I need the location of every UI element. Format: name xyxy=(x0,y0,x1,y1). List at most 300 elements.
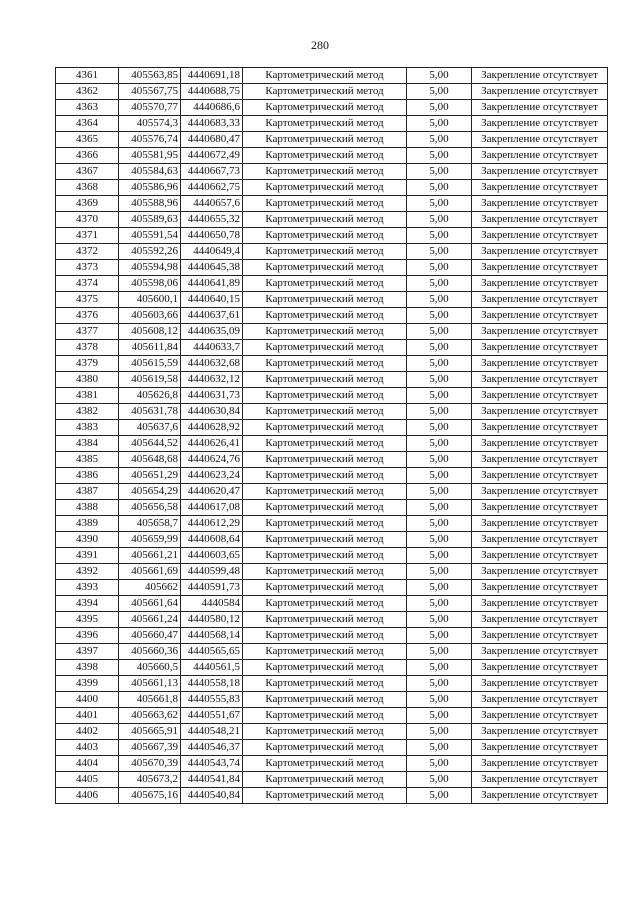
table-row xyxy=(56,340,608,356)
fixing-cell: Закрепление отсутствует xyxy=(472,292,608,308)
point-number-cell: 4370 xyxy=(56,212,119,228)
x-coordinate-cell: 405661,69 xyxy=(119,564,181,580)
x-coordinate-cell: 405626,8 xyxy=(119,388,181,404)
y-coordinate-cell: 4440608,64 xyxy=(181,532,243,548)
fixing-cell: Закрепление отсутствует xyxy=(472,180,608,196)
y-coordinate-cell: 4440649,4 xyxy=(181,244,243,260)
fixing-cell: Закрепление отсутствует xyxy=(472,356,608,372)
fixing-cell: Закрепление отсутствует xyxy=(472,276,608,292)
coordinates-table xyxy=(55,67,608,804)
method-cell: Картометрический метод xyxy=(243,628,407,644)
method-cell: Картометрический метод xyxy=(243,788,407,804)
point-number-cell: 4377 xyxy=(56,324,119,340)
y-coordinate-cell: 4440633,7 xyxy=(181,340,243,356)
table-row xyxy=(56,212,608,228)
point-number-cell: 4406 xyxy=(56,788,119,804)
table-row xyxy=(56,596,608,612)
x-coordinate-cell: 405654,29 xyxy=(119,484,181,500)
y-coordinate-cell: 4440662,75 xyxy=(181,180,243,196)
y-coordinate-cell: 4440548,21 xyxy=(181,724,243,740)
y-coordinate-cell: 4440628,92 xyxy=(181,420,243,436)
y-coordinate-cell: 4440672,49 xyxy=(181,148,243,164)
y-coordinate-cell: 4440645,38 xyxy=(181,260,243,276)
y-coordinate-cell: 4440568,14 xyxy=(181,628,243,644)
error-cell: 5,00 xyxy=(407,596,472,612)
table-row xyxy=(56,788,608,804)
y-coordinate-cell: 4440683,33 xyxy=(181,116,243,132)
fixing-cell: Закрепление отсутствует xyxy=(472,548,608,564)
error-cell: 5,00 xyxy=(407,500,472,516)
fixing-cell: Закрепление отсутствует xyxy=(472,260,608,276)
method-cell: Картометрический метод xyxy=(243,724,407,740)
y-coordinate-cell: 4440584 xyxy=(181,596,243,612)
y-coordinate-cell: 4440680,47 xyxy=(181,132,243,148)
fixing-cell: Закрепление отсутствует xyxy=(472,420,608,436)
y-coordinate-cell: 4440688,75 xyxy=(181,84,243,100)
method-cell: Картометрический метод xyxy=(243,452,407,468)
table-row xyxy=(56,116,608,132)
y-coordinate-cell: 4440691,18 xyxy=(181,68,243,84)
method-cell: Картометрический метод xyxy=(243,292,407,308)
fixing-cell: Закрепление отсутствует xyxy=(472,532,608,548)
point-number-cell: 4371 xyxy=(56,228,119,244)
error-cell: 5,00 xyxy=(407,324,472,340)
table-row xyxy=(56,532,608,548)
method-cell: Картометрический метод xyxy=(243,276,407,292)
table-row xyxy=(56,132,608,148)
y-coordinate-cell: 4440635,09 xyxy=(181,324,243,340)
point-number-cell: 4404 xyxy=(56,756,119,772)
error-cell: 5,00 xyxy=(407,308,472,324)
y-coordinate-cell: 4440546,37 xyxy=(181,740,243,756)
table-row xyxy=(56,68,608,84)
y-coordinate-cell: 4440541,84 xyxy=(181,772,243,788)
fixing-cell: Закрепление отсутствует xyxy=(472,484,608,500)
method-cell: Картометрический метод xyxy=(243,100,407,116)
table-row xyxy=(56,500,608,516)
error-cell: 5,00 xyxy=(407,164,472,180)
point-number-cell: 4375 xyxy=(56,292,119,308)
y-coordinate-cell: 4440626,41 xyxy=(181,436,243,452)
fixing-cell: Закрепление отсутствует xyxy=(472,228,608,244)
fixing-cell: Закрепление отсутствует xyxy=(472,468,608,484)
point-number-cell: 4385 xyxy=(56,452,119,468)
x-coordinate-cell: 405591,54 xyxy=(119,228,181,244)
method-cell: Картометрический метод xyxy=(243,708,407,724)
error-cell: 5,00 xyxy=(407,84,472,100)
x-coordinate-cell: 405611,84 xyxy=(119,340,181,356)
method-cell: Картометрический метод xyxy=(243,500,407,516)
point-number-cell: 4373 xyxy=(56,260,119,276)
fixing-cell: Закрепление отсутствует xyxy=(472,452,608,468)
x-coordinate-cell: 405648,68 xyxy=(119,452,181,468)
point-number-cell: 4378 xyxy=(56,340,119,356)
page-number: 280 xyxy=(311,38,329,52)
method-cell: Картометрический метод xyxy=(243,756,407,772)
coordinates-table-body xyxy=(56,68,608,804)
x-coordinate-cell: 405608,12 xyxy=(119,324,181,340)
y-coordinate-cell: 4440620,47 xyxy=(181,484,243,500)
table-row xyxy=(56,404,608,420)
error-cell: 5,00 xyxy=(407,676,472,692)
error-cell: 5,00 xyxy=(407,740,472,756)
method-cell: Картометрический метод xyxy=(243,676,407,692)
method-cell: Картометрический метод xyxy=(243,388,407,404)
error-cell: 5,00 xyxy=(407,292,472,308)
y-coordinate-cell: 4440623,24 xyxy=(181,468,243,484)
error-cell: 5,00 xyxy=(407,404,472,420)
error-cell: 5,00 xyxy=(407,420,472,436)
point-number-cell: 4388 xyxy=(56,500,119,516)
method-cell: Картометрический метод xyxy=(243,516,407,532)
method-cell: Картометрический метод xyxy=(243,660,407,676)
point-number-cell: 4393 xyxy=(56,580,119,596)
fixing-cell: Закрепление отсутствует xyxy=(472,708,608,724)
x-coordinate-cell: 405661,24 xyxy=(119,612,181,628)
error-cell: 5,00 xyxy=(407,116,472,132)
x-coordinate-cell: 405570,77 xyxy=(119,100,181,116)
error-cell: 5,00 xyxy=(407,564,472,580)
point-number-cell: 4365 xyxy=(56,132,119,148)
method-cell: Картометрический метод xyxy=(243,84,407,100)
method-cell: Картометрический метод xyxy=(243,260,407,276)
table-row xyxy=(56,292,608,308)
table-row xyxy=(56,580,608,596)
x-coordinate-cell: 405619,58 xyxy=(119,372,181,388)
y-coordinate-cell: 4440580,12 xyxy=(181,612,243,628)
x-coordinate-cell: 405574,3 xyxy=(119,116,181,132)
point-number-cell: 4392 xyxy=(56,564,119,580)
method-cell: Картометрический метод xyxy=(243,356,407,372)
point-number-cell: 4364 xyxy=(56,116,119,132)
point-number-cell: 4384 xyxy=(56,436,119,452)
y-coordinate-cell: 4440591,73 xyxy=(181,580,243,596)
error-cell: 5,00 xyxy=(407,228,472,244)
error-cell: 5,00 xyxy=(407,100,472,116)
error-cell: 5,00 xyxy=(407,356,472,372)
fixing-cell: Закрепление отсутствует xyxy=(472,132,608,148)
error-cell: 5,00 xyxy=(407,580,472,596)
y-coordinate-cell: 4440657,6 xyxy=(181,196,243,212)
method-cell: Картометрический метод xyxy=(243,564,407,580)
y-coordinate-cell: 4440632,12 xyxy=(181,372,243,388)
fixing-cell: Закрепление отсутствует xyxy=(472,612,608,628)
fixing-cell: Закрепление отсутствует xyxy=(472,84,608,100)
y-coordinate-cell: 4440612,29 xyxy=(181,516,243,532)
y-coordinate-cell: 4440631,73 xyxy=(181,388,243,404)
x-coordinate-cell: 405663,62 xyxy=(119,708,181,724)
error-cell: 5,00 xyxy=(407,756,472,772)
error-cell: 5,00 xyxy=(407,484,472,500)
x-coordinate-cell: 405661,13 xyxy=(119,676,181,692)
table-row xyxy=(56,244,608,260)
method-cell: Картометрический метод xyxy=(243,244,407,260)
point-number-cell: 4362 xyxy=(56,84,119,100)
method-cell: Картометрический метод xyxy=(243,164,407,180)
point-number-cell: 4379 xyxy=(56,356,119,372)
table-row xyxy=(56,260,608,276)
table-row xyxy=(56,484,608,500)
fixing-cell: Закрепление отсутствует xyxy=(472,388,608,404)
fixing-cell: Закрепление отсутствует xyxy=(472,660,608,676)
fixing-cell: Закрепление отсутствует xyxy=(472,436,608,452)
x-coordinate-cell: 405603,66 xyxy=(119,308,181,324)
error-cell: 5,00 xyxy=(407,372,472,388)
error-cell: 5,00 xyxy=(407,388,472,404)
point-number-cell: 4376 xyxy=(56,308,119,324)
y-coordinate-cell: 4440555,83 xyxy=(181,692,243,708)
table-row xyxy=(56,276,608,292)
y-coordinate-cell: 4440599,48 xyxy=(181,564,243,580)
fixing-cell: Закрепление отсутствует xyxy=(472,404,608,420)
point-number-cell: 4394 xyxy=(56,596,119,612)
y-coordinate-cell: 4440640,15 xyxy=(181,292,243,308)
table-row xyxy=(56,372,608,388)
fixing-cell: Закрепление отсутствует xyxy=(472,68,608,84)
method-cell: Картометрический метод xyxy=(243,532,407,548)
x-coordinate-cell: 405661,8 xyxy=(119,692,181,708)
x-coordinate-cell: 405644,52 xyxy=(119,436,181,452)
fixing-cell: Закрепление отсутствует xyxy=(472,740,608,756)
point-number-cell: 4374 xyxy=(56,276,119,292)
y-coordinate-cell: 4440624,76 xyxy=(181,452,243,468)
error-cell: 5,00 xyxy=(407,692,472,708)
point-number-cell: 4380 xyxy=(56,372,119,388)
table-row xyxy=(56,308,608,324)
point-number-cell: 4402 xyxy=(56,724,119,740)
point-number-cell: 4383 xyxy=(56,420,119,436)
table-row xyxy=(56,660,608,676)
y-coordinate-cell: 4440650,78 xyxy=(181,228,243,244)
error-cell: 5,00 xyxy=(407,772,472,788)
x-coordinate-cell: 405615,59 xyxy=(119,356,181,372)
error-cell: 5,00 xyxy=(407,532,472,548)
x-coordinate-cell: 405651,29 xyxy=(119,468,181,484)
y-coordinate-cell: 4440632,68 xyxy=(181,356,243,372)
method-cell: Картометрический метод xyxy=(243,612,407,628)
y-coordinate-cell: 4440540,84 xyxy=(181,788,243,804)
point-number-cell: 4386 xyxy=(56,468,119,484)
method-cell: Картометрический метод xyxy=(243,404,407,420)
x-coordinate-cell: 405631,78 xyxy=(119,404,181,420)
x-coordinate-cell: 405660,5 xyxy=(119,660,181,676)
y-coordinate-cell: 4440551,67 xyxy=(181,708,243,724)
point-number-cell: 4387 xyxy=(56,484,119,500)
method-cell: Картометрический метод xyxy=(243,308,407,324)
fixing-cell: Закрепление отсутствует xyxy=(472,372,608,388)
method-cell: Картометрический метод xyxy=(243,420,407,436)
method-cell: Картометрический метод xyxy=(243,772,407,788)
fixing-cell: Закрепление отсутствует xyxy=(472,148,608,164)
error-cell: 5,00 xyxy=(407,148,472,164)
x-coordinate-cell: 405662 xyxy=(119,580,181,596)
table-row xyxy=(56,356,608,372)
x-coordinate-cell: 405675,16 xyxy=(119,788,181,804)
fixing-cell: Закрепление отсутствует xyxy=(472,100,608,116)
table-row xyxy=(56,388,608,404)
error-cell: 5,00 xyxy=(407,244,472,260)
table-row xyxy=(56,148,608,164)
table-row xyxy=(56,724,608,740)
point-number-cell: 4390 xyxy=(56,532,119,548)
method-cell: Картометрический метод xyxy=(243,372,407,388)
x-coordinate-cell: 405576,74 xyxy=(119,132,181,148)
point-number-cell: 4396 xyxy=(56,628,119,644)
point-number-cell: 4403 xyxy=(56,740,119,756)
x-coordinate-cell: 405637,6 xyxy=(119,420,181,436)
table-row xyxy=(56,468,608,484)
fixing-cell: Закрепление отсутствует xyxy=(472,308,608,324)
point-number-cell: 4391 xyxy=(56,548,119,564)
fixing-cell: Закрепление отсутствует xyxy=(472,164,608,180)
y-coordinate-cell: 4440667,73 xyxy=(181,164,243,180)
point-number-cell: 4363 xyxy=(56,100,119,116)
method-cell: Картометрический метод xyxy=(243,228,407,244)
method-cell: Картометрический метод xyxy=(243,436,407,452)
x-coordinate-cell: 405581,95 xyxy=(119,148,181,164)
method-cell: Картометрический метод xyxy=(243,484,407,500)
point-number-cell: 4372 xyxy=(56,244,119,260)
y-coordinate-cell: 4440641,89 xyxy=(181,276,243,292)
y-coordinate-cell: 4440543,74 xyxy=(181,756,243,772)
table-row xyxy=(56,564,608,580)
x-coordinate-cell: 405586,96 xyxy=(119,180,181,196)
point-number-cell: 4381 xyxy=(56,388,119,404)
fixing-cell: Закрепление отсутствует xyxy=(472,212,608,228)
table-row xyxy=(56,100,608,116)
x-coordinate-cell: 405592,26 xyxy=(119,244,181,260)
y-coordinate-cell: 4440565,65 xyxy=(181,644,243,660)
x-coordinate-cell: 405661,64 xyxy=(119,596,181,612)
x-coordinate-cell: 405584,63 xyxy=(119,164,181,180)
x-coordinate-cell: 405660,47 xyxy=(119,628,181,644)
method-cell: Картометрический метод xyxy=(243,132,407,148)
y-coordinate-cell: 4440603,65 xyxy=(181,548,243,564)
method-cell: Картометрический метод xyxy=(243,644,407,660)
fixing-cell: Закрепление отсутствует xyxy=(472,724,608,740)
fixing-cell: Закрепление отсутствует xyxy=(472,516,608,532)
table-row xyxy=(56,548,608,564)
table-row xyxy=(56,228,608,244)
fixing-cell: Закрепление отсутствует xyxy=(472,324,608,340)
table-row xyxy=(56,628,608,644)
x-coordinate-cell: 405658,7 xyxy=(119,516,181,532)
error-cell: 5,00 xyxy=(407,612,472,628)
point-number-cell: 4399 xyxy=(56,676,119,692)
point-number-cell: 4361 xyxy=(56,68,119,84)
fixing-cell: Закрепление отсутствует xyxy=(472,628,608,644)
y-coordinate-cell: 4440561,5 xyxy=(181,660,243,676)
method-cell: Картометрический метод xyxy=(243,212,407,228)
fixing-cell: Закрепление отсутствует xyxy=(472,116,608,132)
error-cell: 5,00 xyxy=(407,548,472,564)
point-number-cell: 4397 xyxy=(56,644,119,660)
table-row xyxy=(56,756,608,772)
x-coordinate-cell: 405589,63 xyxy=(119,212,181,228)
x-coordinate-cell: 405673,2 xyxy=(119,772,181,788)
error-cell: 5,00 xyxy=(407,340,472,356)
y-coordinate-cell: 4440637,61 xyxy=(181,308,243,324)
method-cell: Картометрический метод xyxy=(243,580,407,596)
fixing-cell: Закрепление отсутствует xyxy=(472,596,608,612)
method-cell: Картометрический метод xyxy=(243,740,407,756)
method-cell: Картометрический метод xyxy=(243,324,407,340)
error-cell: 5,00 xyxy=(407,132,472,148)
y-coordinate-cell: 4440655,32 xyxy=(181,212,243,228)
y-coordinate-cell: 4440630,84 xyxy=(181,404,243,420)
point-number-cell: 4366 xyxy=(56,148,119,164)
fixing-cell: Закрепление отсутствует xyxy=(472,692,608,708)
x-coordinate-cell: 405665,91 xyxy=(119,724,181,740)
y-coordinate-cell: 4440686,6 xyxy=(181,100,243,116)
table-row xyxy=(56,676,608,692)
table-row xyxy=(56,436,608,452)
table-row xyxy=(56,196,608,212)
method-cell: Картометрический метод xyxy=(243,468,407,484)
table-row xyxy=(56,180,608,196)
table-row xyxy=(56,164,608,180)
error-cell: 5,00 xyxy=(407,516,472,532)
y-coordinate-cell: 4440558,18 xyxy=(181,676,243,692)
method-cell: Картометрический метод xyxy=(243,68,407,84)
error-cell: 5,00 xyxy=(407,68,472,84)
error-cell: 5,00 xyxy=(407,708,472,724)
error-cell: 5,00 xyxy=(407,724,472,740)
point-number-cell: 4369 xyxy=(56,196,119,212)
x-coordinate-cell: 405660,36 xyxy=(119,644,181,660)
method-cell: Картометрический метод xyxy=(243,596,407,612)
method-cell: Картометрический метод xyxy=(243,340,407,356)
x-coordinate-cell: 405563,85 xyxy=(119,68,181,84)
fixing-cell: Закрепление отсутствует xyxy=(472,500,608,516)
method-cell: Картометрический метод xyxy=(243,692,407,708)
table-row xyxy=(56,324,608,340)
x-coordinate-cell: 405567,75 xyxy=(119,84,181,100)
method-cell: Картометрический метод xyxy=(243,548,407,564)
method-cell: Картометрический метод xyxy=(243,116,407,132)
fixing-cell: Закрепление отсутствует xyxy=(472,676,608,692)
method-cell: Картометрический метод xyxy=(243,180,407,196)
point-number-cell: 4400 xyxy=(56,692,119,708)
fixing-cell: Закрепление отсутствует xyxy=(472,580,608,596)
table-row xyxy=(56,692,608,708)
table-row xyxy=(56,644,608,660)
fixing-cell: Закрепление отсутствует xyxy=(472,340,608,356)
x-coordinate-cell: 405670,39 xyxy=(119,756,181,772)
table-row xyxy=(56,740,608,756)
point-number-cell: 4367 xyxy=(56,164,119,180)
table-row xyxy=(56,420,608,436)
table-row xyxy=(56,612,608,628)
x-coordinate-cell: 405656,58 xyxy=(119,500,181,516)
x-coordinate-cell: 405594,98 xyxy=(119,260,181,276)
x-coordinate-cell: 405659,99 xyxy=(119,532,181,548)
fixing-cell: Закрепление отсутствует xyxy=(472,756,608,772)
fixing-cell: Закрепление отсутствует xyxy=(472,644,608,660)
fixing-cell: Закрепление отсутствует xyxy=(472,196,608,212)
error-cell: 5,00 xyxy=(407,660,472,676)
point-number-cell: 4368 xyxy=(56,180,119,196)
x-coordinate-cell: 405600,1 xyxy=(119,292,181,308)
error-cell: 5,00 xyxy=(407,276,472,292)
x-coordinate-cell: 405667,39 xyxy=(119,740,181,756)
point-number-cell: 4401 xyxy=(56,708,119,724)
table-row xyxy=(56,452,608,468)
method-cell: Картометрический метод xyxy=(243,196,407,212)
table-row xyxy=(56,84,608,100)
error-cell: 5,00 xyxy=(407,644,472,660)
error-cell: 5,00 xyxy=(407,452,472,468)
